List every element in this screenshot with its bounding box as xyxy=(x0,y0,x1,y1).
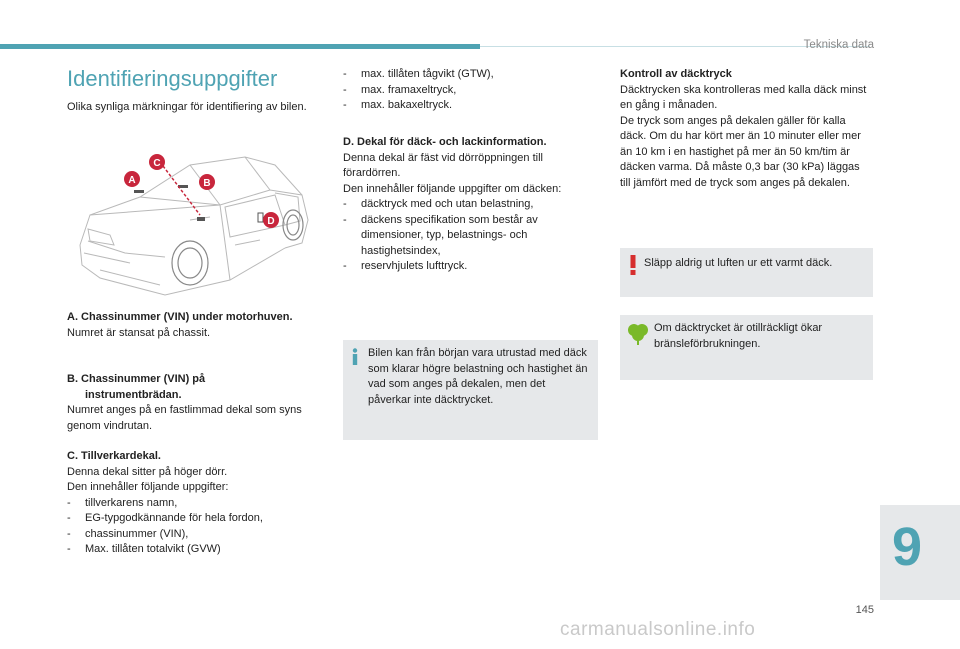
item-d xyxy=(343,135,593,275)
item-a xyxy=(67,310,327,341)
tyre-check-p1: Däcktrycken ska kontrolleras med kalla däck minst en gång i månaden. xyxy=(620,83,867,111)
list-item-line: dimensioner, typ, belastnings- och hastighetsindex, xyxy=(361,229,528,257)
section-title: Tekniska data xyxy=(803,39,874,51)
leaf-icon xyxy=(627,322,649,346)
marker-b-label: B xyxy=(203,178,211,189)
list-item: - Max. tillåten totalvikt (GVW) xyxy=(67,542,327,558)
list-item-line: däckens specifikation som består av xyxy=(361,213,538,226)
header-bar xyxy=(0,44,480,49)
tyre-check xyxy=(620,67,870,191)
item-c-title: C. Tillverkardekal. xyxy=(67,450,161,462)
list-item: - max. tillåten tågvikt (GTW), xyxy=(343,67,593,83)
marker-c-label: C xyxy=(153,158,161,169)
chapter-number: 9 xyxy=(892,517,923,577)
item-c xyxy=(67,449,327,558)
exclamation-icon xyxy=(629,255,637,275)
list-item: - max. bakaxeltryck. xyxy=(343,98,593,114)
marker-d-label: D xyxy=(267,216,275,227)
item-a-text: Numret är stansat på chassit. xyxy=(67,326,211,339)
list-item: - reservhjulets lufttryck. xyxy=(343,259,593,275)
item-a-title: A. Chassinummer (VIN) under motorhuven. xyxy=(67,311,293,323)
item-d-list xyxy=(343,197,593,275)
item-d-text-2: Den innehåller följande uppgifter om däcken: xyxy=(343,182,562,195)
tyre-check-title: Kontroll av däcktryck xyxy=(620,68,732,80)
intro-text: Olika synliga märkningar för identifiering av bilen. xyxy=(67,101,307,113)
item-c-text-2: Den innehåller följande uppgifter: xyxy=(67,481,229,493)
item-c-text-1: Denna dekal sitter på höger dörr. xyxy=(67,465,228,478)
warning-box xyxy=(620,248,873,297)
item-d-text-1: Denna dekal är fäst vid dörröppningen till förardörren. xyxy=(343,151,543,179)
list-item: - max. framaxeltryck, xyxy=(343,83,593,99)
list-item: - chassinummer (VIN), xyxy=(67,527,327,543)
item-b xyxy=(67,372,327,434)
page-title: Identifieringsuppgifter xyxy=(67,66,278,91)
warning-box-text: Släpp aldrig ut luften ur ett varmt däck. xyxy=(644,257,833,269)
eco-box-text: Om däcktrycket är otillräckligt ökar bränsleförbrukningen. xyxy=(654,322,823,350)
list-item: - EG-typgodkännande för hela fordon, xyxy=(67,511,327,527)
list-item: - däcktryck med och utan belastning, xyxy=(343,197,593,213)
item-c-list-cont xyxy=(343,67,593,114)
item-b-title-1: B. Chassinummer (VIN) på xyxy=(67,373,206,385)
eco-box xyxy=(620,315,873,380)
item-c-list xyxy=(67,496,327,558)
page-number: 145 xyxy=(855,604,874,616)
list-item xyxy=(343,213,593,260)
item-d-title: D. Dekal för däck- och lackinformation. xyxy=(343,136,547,148)
item-b-text: Numret anges på en fastlimmad dekal som syns genom vindrutan. xyxy=(67,404,302,432)
info-box xyxy=(343,340,598,440)
list-item: - tillverkarens namn, xyxy=(67,496,327,512)
marker-a-label: A xyxy=(128,175,136,186)
info-box-text: Bilen kan från början vara utrustad med däck som klarar högre belastning och hastighet än vad som anges på dekalen, men det påverkar inte däcktrycket. xyxy=(368,347,588,406)
tyre-check-p2: De tryck som anges på dekalen gäller för kalla däck. Om du har kört mer än 10 minuter eller mer än 10 km i en hastighet på mer än 50 km/tim är däcken varma. Då måste 0,3 bar (30 kPa) läggas till jämfört med de tryck som anges på dekalen. xyxy=(620,114,861,189)
item-b-title-2: instrumentbrädan. xyxy=(85,388,182,401)
info-icon xyxy=(350,348,360,366)
watermark: carmanualsonline.info xyxy=(560,619,756,640)
car-illustration xyxy=(70,145,315,305)
